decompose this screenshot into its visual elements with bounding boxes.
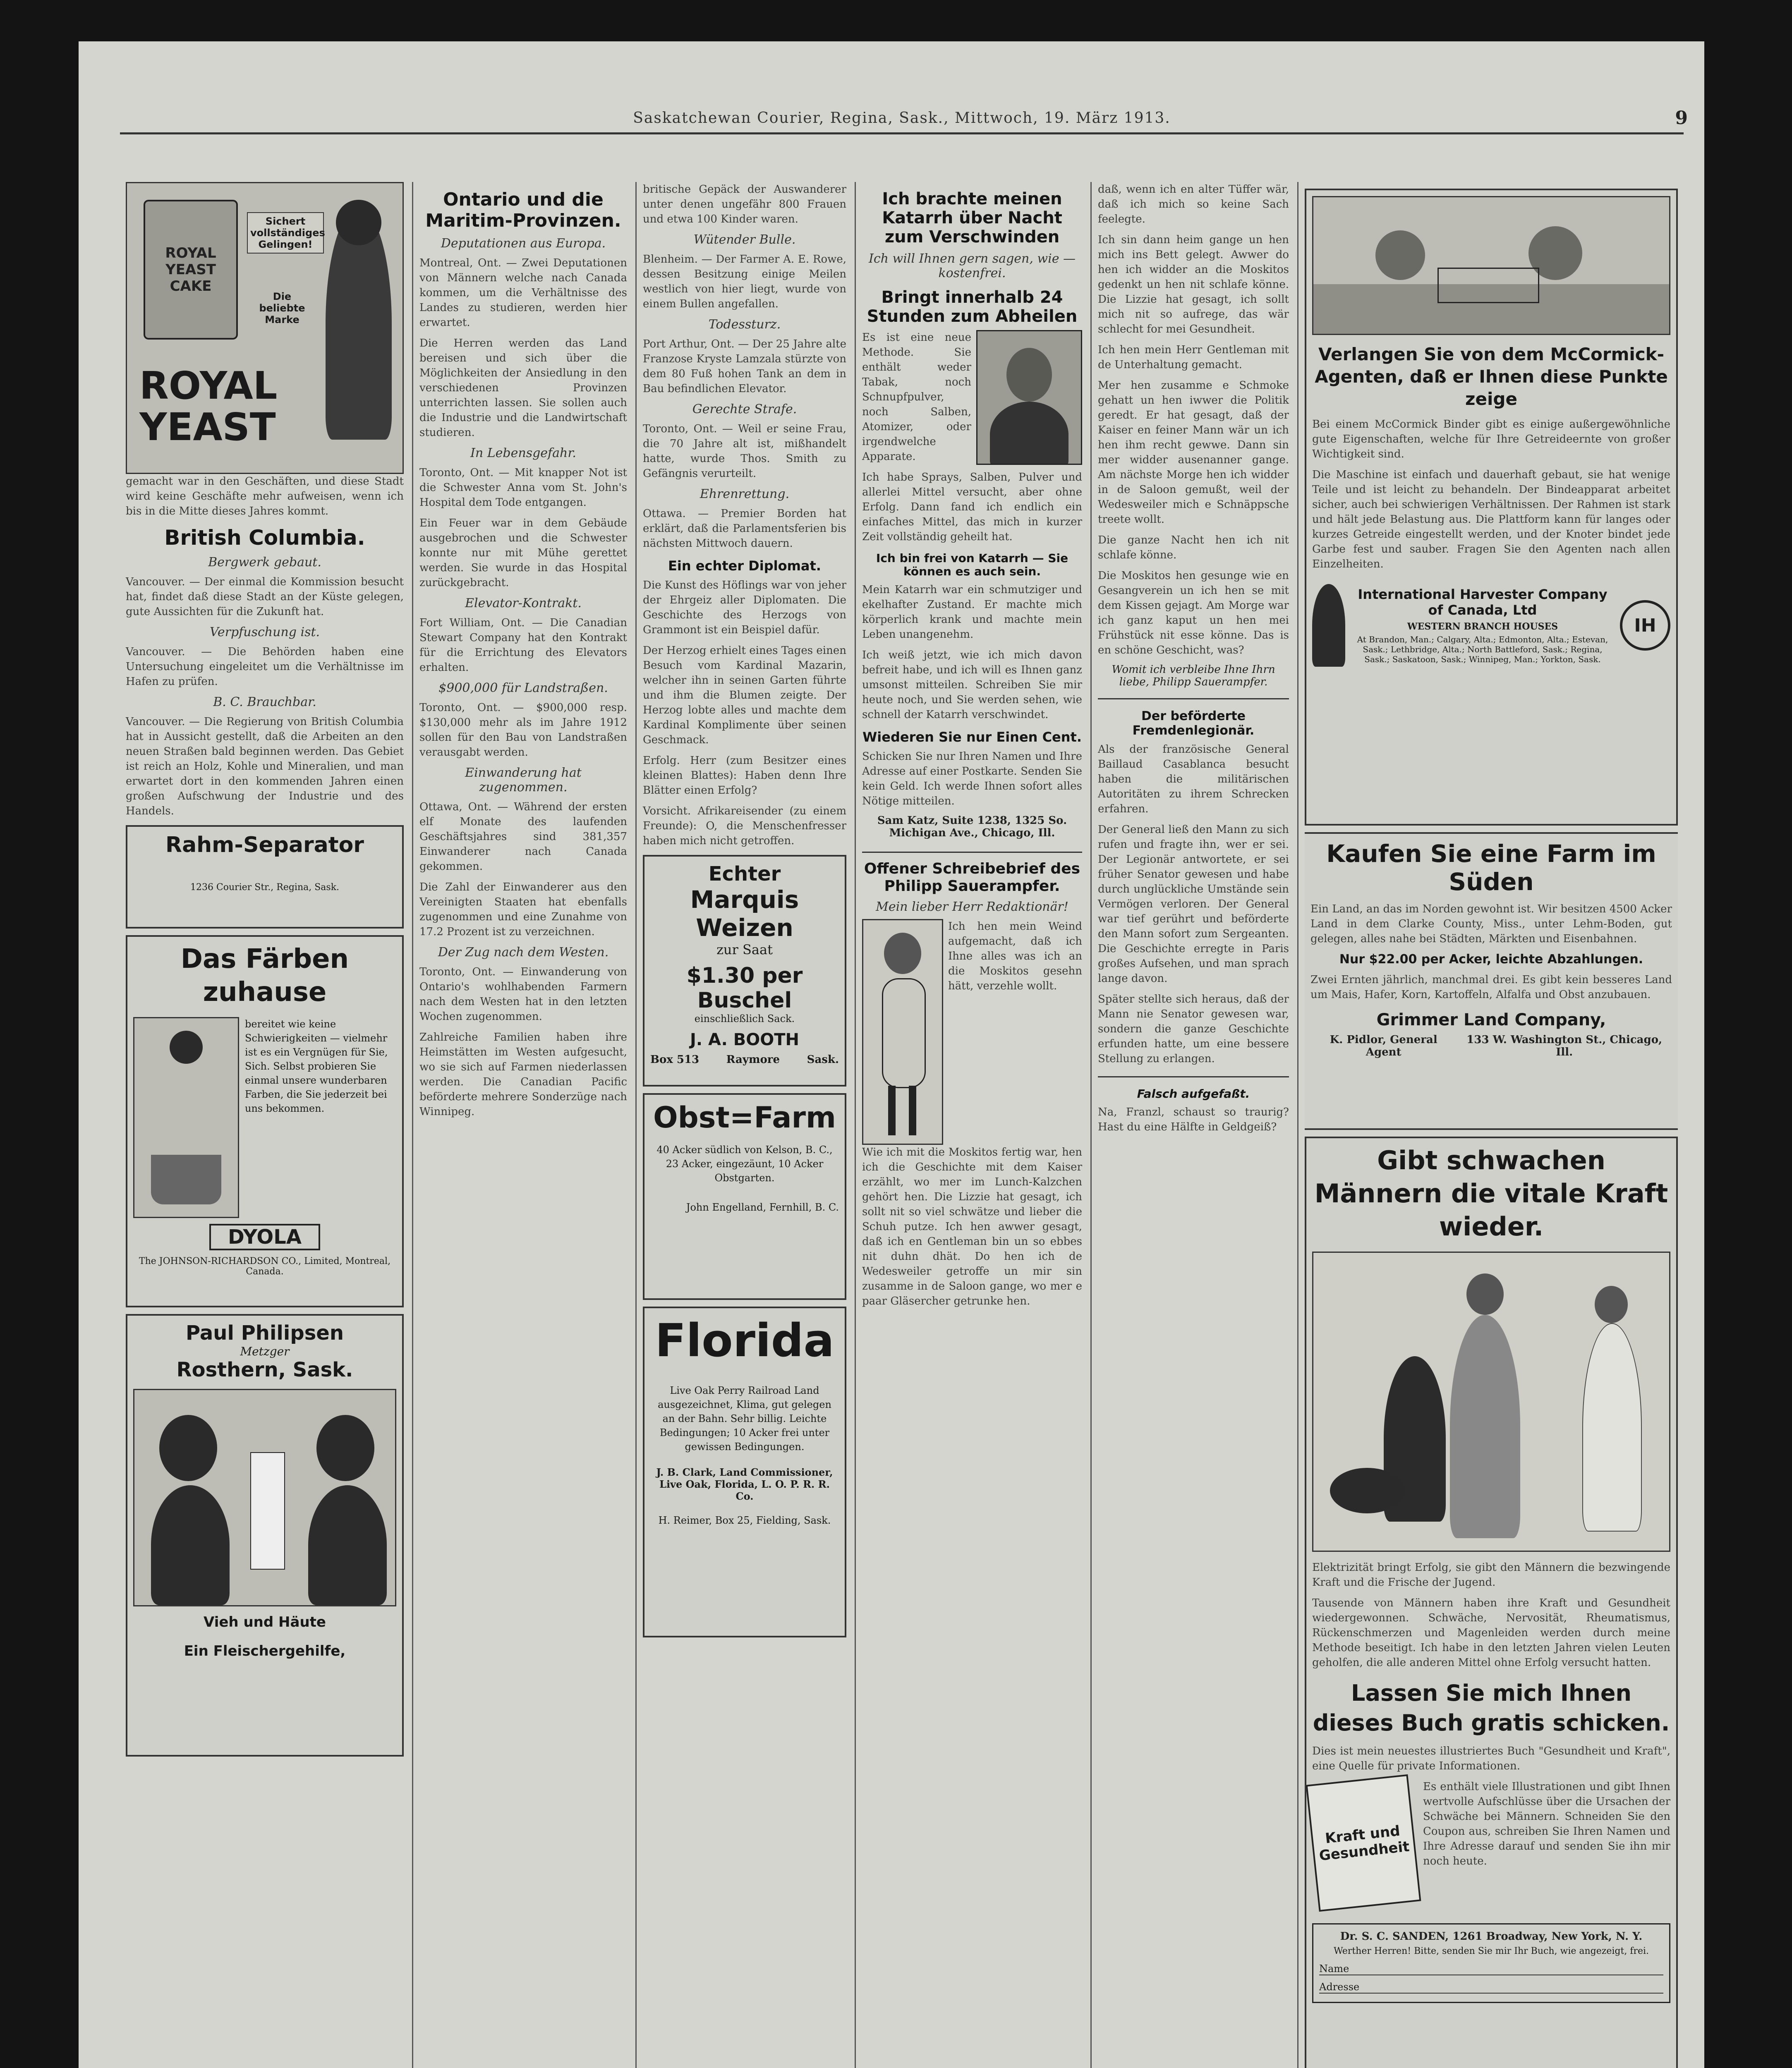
mccormick-filler: Die Maschine ist einfach und dauerhaft gebaut, sie hat wenige Teile und ist leicht zu behandeln. Der Bindeapparat arbeitet sicher, auch bei schwierigen Verhältnissen. Der Rahmen ist stark und hält jede Belastung aus. Die Plattform kann für langes oder kurzes Getreide eingestellt werden, und der Knoter bindet jede Garbe fest und sauber. Fragen Sie den Agenten nach allen Einzelheiten. xyxy=(1312,469,1670,570)
bc-paragraph: Vancouver. — Der einmal die Kommission besucht hat, findet daß diese Stadt an der Küste gelegen, gute Aussichten für die Zukunft hat. xyxy=(126,575,404,618)
page-header: Saskatchewan Courier, Regina, Sask., Mittwoch, 19. März 1913. xyxy=(120,103,1684,134)
grimmer-agent: K. Pidlor, General Agent xyxy=(1330,1034,1437,1058)
ontario-sub-2: In Lebensgefahr. xyxy=(470,446,576,461)
obst-title: Obst=Farm xyxy=(653,1100,836,1135)
ontario-paragraph-4: Toronto, Ont. — $900,000 resp. $130,000 mehr als im Jahre 1912 sollen für den Bau von Landstraßen verausgabt werden. xyxy=(419,701,627,759)
ontario-paragraph-5: Ottawa, Ont. — Während der ersten elf Monate des laufenden Geschäftsjahres sind 381,357 Einwanderer nach Canada gekommen. xyxy=(419,801,627,873)
buch-heading: Lassen Sie mich Ihnen dieses Buch gratis schicken. xyxy=(1313,1680,1670,1736)
philipsen-line2: Ein Fleischergehilfe, xyxy=(184,1642,346,1659)
column-5 xyxy=(1092,182,1295,2068)
column-6 xyxy=(1299,182,1684,2068)
ontario-heading: Ontario und die Maritim-Provinzen. xyxy=(425,189,621,231)
katarrh-contact: Sam Katz, Suite 1238, 1325 So. Michigan Ave., Chicago, Ill. xyxy=(877,814,1067,840)
buch-filler: Es enthält viele Illustrationen und gibt Ihnen wertvolle Aufschlüsse über die Ursachen der Schwäche bei Männern. Schneiden Sie den Coupon aus, schreiben Sie Ihren Namen und Ihre Adresse darauf und senden Sie ihn mir noch heute. xyxy=(1423,1781,1670,1867)
farben-title: Das Färben zuhause xyxy=(180,943,349,1008)
marquis-town: Raymore xyxy=(726,1053,780,1066)
ihc-logo-icon: IH xyxy=(1620,600,1670,651)
col5-paragraph-3: Die ganze Nacht hen ich nit schlafe könne. xyxy=(1098,534,1289,561)
obst-farm-ad xyxy=(643,1093,846,1300)
col5-paragraph-2: Ich hen mein Herr Gentleman mit de Unterhaltung gemacht. xyxy=(1098,344,1289,371)
rahm-separator-ad xyxy=(126,825,404,929)
newspaper-page xyxy=(79,41,1704,2068)
woman-head-image xyxy=(336,200,381,245)
yeast-can-image: ROYAL YEAST CAKE xyxy=(144,200,238,340)
brief-body: Ich hen mein Weind aufgemacht, daß ich Ihne alles was ich an die Moskitos gesehn hätt, verzehle wollt. xyxy=(948,920,1082,992)
diplomat-heading: Ein echter Diplomat. xyxy=(668,558,821,574)
royal-yeast-ad xyxy=(126,182,404,474)
column-2 xyxy=(414,182,633,2068)
coupon-address-field[interactable]: Adresse xyxy=(1319,1978,1663,1994)
brief-heading: Offener Schreibebrief des Philipp Sauerampfer. xyxy=(864,860,1080,895)
ontario-sub-3: Elevator-Kontrakt. xyxy=(465,596,582,611)
joke-heading: Falsch aufgefaßt. xyxy=(1137,1087,1250,1101)
florida-title: Florida xyxy=(655,1314,834,1367)
marquis-note: einschließlich Sack. xyxy=(694,1012,795,1024)
dyola-logo: DYOLA xyxy=(209,1224,320,1250)
column-rule xyxy=(1297,182,1298,2068)
fremdenlegion-filler: Der General ließ den Mann zu sich rufen und fragte ihn, wer er sei. Der Legionär antwortete, er sei früher Senator gewesen und habe durch unglückliche Umstände sein Vermögen verloren. Der General war tief gerührt und beförderte den Mann sofort zum Sergeanten. Die Geschichte erregte in Paris großes Aufsehen, und man sprach lange davon. xyxy=(1098,823,1289,985)
mccormick-body: Bei einem McCormick Binder gibt es einige außergewöhnliche gute Eigenschaften, welche für Ihre Getreideernte von großer Wichtigkeit sind. xyxy=(1312,418,1670,460)
coupon-name-field[interactable]: Name xyxy=(1319,1960,1663,1975)
man-portrait-image xyxy=(976,330,1082,465)
royal-yeast-title: ROYAL YEAST xyxy=(139,364,278,449)
coupon-title: Dr. S. C. SANDEN, 1261 Broadway, New York, N. Y. xyxy=(1340,1930,1643,1943)
florida-body: Live Oak Perry Railroad Land ausgezeichnet, Klima, gut gelegen an der Bahn. Sehr billig. Leichte Bedingungen; 10 Acker frei unter gewissen Bedingungen. xyxy=(658,1384,831,1453)
col3-paragraph-4: Ottawa. — Premier Borden hat erklärt, daß die Parlamentsferien bis nächsten Mittwoch dauern. xyxy=(643,507,846,550)
philipsen-name: Paul Philipsen xyxy=(186,1321,344,1345)
katarrh-filler: Ich habe Sprays, Salben, Pulver und allerlei Mittel versucht, aber ohne Erfolg. Dann fand ich endlich ein einfaches Mittel, das mich in kurzer Zeit vollständig geheilt hat. xyxy=(862,471,1082,543)
marquis-line1: Echter xyxy=(708,862,781,886)
fremdenlegion-filler-2: Später stellte sich heraus, daß der Mann nie Senator gewesen war, sondern die ganze Geschichte erfunden hatte, um eine bessere Stellung zu erlangen. xyxy=(1098,993,1289,1065)
col3-paragraph-1: Blenheim. — Der Farmer A. E. Rowe, dessen Besitzung einige Meilen westlich von hier liegt, wurde von einem Bullen angefallen. xyxy=(643,253,846,310)
ontario-sub-4: $900,000 für Landstraßen. xyxy=(438,681,608,696)
sanden-body: Elektrizität bringt Erfolg, sie gibt den Männern die bezwingende Kraft und die Frische der Jugend. xyxy=(1312,1561,1670,1589)
katarrh-filler-2: Ich weiß jetzt, wie ich mich davon befreit habe, und ich will es Ihnen ganz umsonst mitteilen. Schreiben Sie mir heute noch, und Sie werden sehen, wie schnell der Katarrh verschwindet. xyxy=(862,649,1082,721)
mccormick-heading: Verlangen Sie von dem McCormick-Agenten, daß er Ihnen diese Punkte zeige xyxy=(1315,344,1668,409)
column-rule xyxy=(635,182,637,2068)
philipsen-line1: Vieh und Häute xyxy=(204,1613,326,1630)
katarrh-body-3: Mein Katarrh war ein schmutziger und ekelhafter Zustand. Er machte mich körperlich krank und machte mein Leben unangenehm. xyxy=(862,584,1082,641)
marquis-weizen-ad xyxy=(643,855,846,1087)
ontario-sub-6: Der Zug nach dem Westen. xyxy=(438,945,609,960)
ihc-cities: At Brandon, Man.; Calgary, Alta.; Edmonton, Alta.; Estevan, Sask.; Lethbridge, Alta.; North Battleford, Sask.; Regina, Sask.; Saskatoon, Sask.; Winnipeg, Man.; Yorkton, Sask. xyxy=(1357,634,1608,664)
katarrh-cta: Wiederen Sie nur Einen Cent. xyxy=(862,729,1082,745)
bc-subheading-3: B. C. Brauchbar. xyxy=(213,694,316,709)
ontario-filler-1: Die Herren werden das Land bereisen und sich über die Möglichkeiten der Ansiedlung in den verschiedenen Provinzen unterrichten lassen. Sie sollen auch die Industrie und die Landwirtschaft studieren. xyxy=(419,337,627,439)
yeast-badge-2: Die beliebte Marke xyxy=(259,291,305,326)
ontario-filler-2: Ein Feuer war in dem Gebäude ausgebrochen und die Schwester konnte nur mit Mühe gerettet werden. Sie wurde in das Hospital zurückgebracht. xyxy=(419,517,627,589)
ontario-paragraph-3: Fort William, Ont. — Die Canadian Stewart Company hat den Kontrakt für die Errichtung des Elevators erhalten. xyxy=(419,617,627,674)
farm-body: Ein Land, an das im Norden gewohnt ist. Wir besitzen 4500 Acker Land in dem Clarke County, Miss., unter Lehm-Boden, gut gelegen, alles nahe bei Städten, Märkten und Eisenbahnen. xyxy=(1310,903,1672,945)
sauerampfer-cartoon-image xyxy=(862,919,943,1145)
katarrh-sub: Ich will Ihnen gern sagen, wie — kostenfrei. xyxy=(869,251,1076,280)
marquis-price: $1.30 per Buschel xyxy=(686,963,803,1013)
ontario-paragraph-1: Montreal, Ont. — Zwei Deputationen von Männern welche nach Canada kommen, um die Verhältnisse des Landes zu studieren, werden hier erwartet. xyxy=(419,257,627,329)
bc-heading: British Columbia. xyxy=(164,526,365,550)
brief-filler: Wie ich mit die Moskitos fertig war, hen ich die Geschichte mit dem Kaiser erzählt, wo mer im Lunch-Kalzchen gehört hen. Die Lizzie hat gesagt, ich sollt nit so viel schwätze und lieber die Schuh putze. Ich hen awwer gesagt, daß ich en Gentleman bin un so ebbes nit duhn dhät. Do hen ich de Wedesweiler getroffe un mir sin zusamme in de Saloon gange, wo mer e paar Gläsercher getrunke hen. xyxy=(862,1146,1082,1307)
farm-heading: Kaufen Sie eine Farm im Süden xyxy=(1326,840,1656,896)
ontario-filler-3: Die Zahl der Einwanderer aus den Vereinigten Staaten hat ebenfalls zugenommen und eine Zunahme von 17.2 Prozent ist zu verzeichnen. xyxy=(419,881,627,938)
sanden-ad xyxy=(1305,1137,1678,2068)
katarrh-heading: Ich brachte meinen Katarrh über Nacht zum Verschwinden xyxy=(882,189,1062,247)
diplomat-filler: Der Herzog erhielt eines Tages einen Besuch vom Kardinal Mazarin, welcher ihn in seinen Garten führte und ihm die Blumen zeigte. Der Herzog lobte alles und machte dem Kardinal Komplimente über seinen Geschmack. xyxy=(643,644,846,746)
fremdenlegion-body: Als der französische General Baillaud Casablanca besucht haben die militärischen Autoritäten zu ihrem Schrecken erfahren. xyxy=(1098,743,1289,815)
marquis-line3: zur Saat xyxy=(716,941,773,957)
column-4 xyxy=(856,182,1088,2068)
marquis-box: Box 513 xyxy=(650,1053,700,1066)
katarrh-body: Es ist eine neue Methode. Sie enthält weder Tabak, noch Schnupfpulver, noch Salben, Atomizer, oder irgendwelche Apparate. xyxy=(862,331,971,463)
col3-sub-1: Wütender Bulle. xyxy=(693,232,796,247)
philipsen-illustration xyxy=(133,1389,396,1606)
joke-body: Na, Franzl, schaust so traurig? Hast du eine Hälfte in Geldgeiß? xyxy=(1098,1106,1289,1134)
katarrh-filler-3: Schicken Sie nur Ihren Namen und Ihre Adresse auf einer Postkarte. Senden Sie kein Geld. Ich werde Ihnen sofort alles Nötige mitteilen. xyxy=(862,750,1082,808)
philipsen-trade: Metzger xyxy=(240,1344,290,1358)
column-rule xyxy=(855,182,856,2068)
buch-body: Dies ist mein neuestes illustriertes Buch "Gesundheit und Kraft", eine Quelle für private Informationen. xyxy=(1312,1745,1670,1772)
col3-sub-4: Ehrenrettung. xyxy=(700,487,790,501)
col5-filler-1: Ich sin dann heim gange un hen mich ins Bett gelegt. Awwer do hen ich widder an die Moskitos gedenkt un hen nit schlafe könne. Die Lizzie hat gesagt, ich sollt mich nit so aufrege, das wär schlecht for mei Gesundheit. xyxy=(1098,234,1289,335)
fremdenlegion-heading: Der beförderte Fremdenlegionär. xyxy=(1132,709,1255,738)
bc-paragraph-3: Vancouver. — Die Regierung von British Columbia hat in Aussicht gestellt, daß die Arbeiten an den neuen Straßen bald beginnen werden. Das Gebiet ist reich an Holz, Kohle und Mineralien, und man erwartet dort in den kommenden Jahren einen großen Aufschwung der Industrie und des Handels. xyxy=(126,715,404,817)
sanden-heading: Gibt schwachen Männern die vitale Kraft wieder. xyxy=(1314,1145,1668,1242)
philipsen-place: Rosthern, Sask. xyxy=(176,1358,353,1381)
farben-company: The JOHNSON-RICHARDSON CO., Limited, Montreal, Canada. xyxy=(139,1256,391,1277)
col3-paragraph-5: Erfolg. Herr (zum Besitzer eines kleinen Blattes): Haben denn Ihre Blätter einen Erfolg? xyxy=(643,754,846,797)
farm-price: Nur $22.00 per Acker, leichte Abzahlungen. xyxy=(1339,952,1643,967)
col3-sub-2: Todessturz. xyxy=(708,317,781,332)
mccormick-ad xyxy=(1305,189,1678,826)
ontario-sub-1: Deputationen aus Europa. xyxy=(441,236,606,251)
column-rule xyxy=(1090,182,1092,2068)
brief-sub: Mein lieber Herr Redaktionär! xyxy=(876,899,1068,914)
rahm-title: Rahm-Separator xyxy=(165,832,364,857)
coupon[interactable] xyxy=(1312,1923,1670,2003)
grimmer-name: Grimmer Land Company, xyxy=(1376,1010,1606,1029)
ontario-sub-5: Einwanderung hat zugenommen. xyxy=(465,766,582,795)
column-1 xyxy=(120,182,410,2068)
florida-ad xyxy=(643,1307,846,1637)
col3-sub-3: Gerechte Strafe. xyxy=(692,402,797,416)
obst-seller: John Engelland, Fernhill, B. C. xyxy=(686,1201,839,1213)
farben-ad xyxy=(126,935,404,1307)
grimmer-address: 133 W. Washington St., Chicago, Ill. xyxy=(1466,1034,1663,1058)
book-image: Kraft und Gesundheit xyxy=(1306,1774,1421,1912)
katarrh-body-2: Ich bin frei von Katarrh — Sie können es auch sein. xyxy=(876,551,1068,579)
ihc-name: International Harvester Company of Canada, Ltd xyxy=(1358,586,1608,618)
rahm-address: 1236 Courier Str., Regina, Sask. xyxy=(190,882,340,893)
katarrh-heading-2: Bringt innerhalb 24 Stunden zum Abheilen xyxy=(867,288,1078,326)
col5-filler-2: Mer hen zusamme e Schmoke gehatt un hen iwwer die Politik geredt. Er hat gesagt, daß der Kaiser en feiner Mann wär un ich hen ihm recht gewwe. Dann sin mer widder ausenanner gange. Am nächste Morge hen ich widder in de Saloon gemußt, weil der Wedesweiler mich e Schnäppsche treete wollt. xyxy=(1098,379,1289,526)
col5-filler-3: Die Moskitos hen gesunge wie en Gesangverein un ich hen se mit dem Kissen gejagt. Am Morge war ich ganz kaput un hen mei Frühstück nit esse könne. Das is en schöne Geschicht, was? xyxy=(1098,570,1289,656)
brief-signoff: Womit ich verbleibe Ihne Ihrn liebe, Philipp Sauerampfer. xyxy=(1112,663,1275,688)
col3-paragraph-2: Port Arthur, Ont. — Der 25 Jahre alte Franzose Kryste Lamzala stürzte von dem 80 Fuß hohen Tank an dem in Bau befindlichen Elevator. xyxy=(643,338,846,395)
bc-subheading: Bergwerk gebaut. xyxy=(208,555,321,570)
col3-paragraph-6: Vorsicht. Afrikareisender (zu einem Freunde): O, die Menschenfresser haben mich nicht getroffen. xyxy=(643,804,846,847)
marquis-prov: Sask. xyxy=(807,1053,839,1066)
col3-paragraph-3: Toronto, Ont. — Weil er seine Frau, die 70 Jahre alt ist, mißhandelt hatte, wurde Thos. Smith zu Gefängnis verurteilt. xyxy=(643,423,846,480)
column-rule xyxy=(412,182,413,2068)
marquis-seller: J. A. BOOTH xyxy=(690,1030,800,1049)
sanden-filler: Tausende von Männern haben ihre Kraft und Gesundheit wiedergewonnen. Schwäche, Nervosität, Rheumatismus, Rückenschmerzen und Magenleiden werden durch meine Methode beseitigt. Ich habe in den letzten Jahren vielen Leuten geholfen, die alle anderen Mittel ohne Erfolg versucht hatten. xyxy=(1312,1597,1670,1669)
bc-subheading-2: Verpfuschung ist. xyxy=(209,625,320,639)
ontario-filler-4: Zahlreiche Familien haben ihre Heimstätten im Westen aufgesucht, wo sie sich auf Farmen niederlassen werden. Die Canadian Pacific beförderte mehrere Sonderzüge nach Winnipeg. xyxy=(419,1031,627,1118)
florida-agent: H. Reimer, Box 25, Fielding, Sask. xyxy=(658,1514,831,1526)
florida-contact: J. B. Clark, Land Commissioner, Live Oak, Florida, L. O. P. R. R. Co. xyxy=(656,1466,833,1502)
col3-paragraph-0: britische Gepäck der Auswanderer unter denen ungefähr 800 Frauen und etwa 100 Kinder waren. xyxy=(643,183,846,225)
harvest-field-image xyxy=(1312,196,1670,335)
farm-body-2: Zwei Ernten jährlich, manchmal drei. Es gibt kein besseres Land um Mais, Hafer, Korn, Kartoffeln, Alfalfa und Obst anzubauen. xyxy=(1310,974,1672,1001)
bc-paragraph-2: Vancouver. — Die Behörden haben eine Untersuchung eingeleitet um die Verhältnisse im Hafen zu prüfen. xyxy=(126,645,404,688)
page-number: 9 xyxy=(1675,108,1688,129)
farben-body: bereitet wie keine Schwierigkeiten — vielmehr ist es ein Vergnügen für Sie, Sich. Selbst probieren Sie einmal unsere wunderbaren Farben, die Sie jederzeit bei uns bekommen. xyxy=(245,1018,388,1114)
ihc-branches: WESTERN BRANCH HOUSES xyxy=(1407,621,1558,632)
column-3 xyxy=(637,182,852,2068)
philipsen-ad xyxy=(126,1314,404,1757)
obst-body: 40 Acker südlich von Kelson, B. C., 23 Acker, eingezäunt, 10 Acker Obstgarten. xyxy=(656,1144,833,1184)
sanden-illustration xyxy=(1312,1252,1670,1552)
text-fragment: gemacht war in den Geschäften, und diese Stadt wird keine Geschäfte mehr aufweisen, wenn ich bis in die Mitte dieses Jahres kommt. xyxy=(126,475,404,517)
diplomat-body: Die Kunst des Höflings war von jeher der Ehrgeiz aller Diplomaten. Die Geschichte des Herzogs von Grammont ist ein Beispiel dafür. xyxy=(643,579,846,636)
col5-paragraph-1: daß, wenn ich en alter Tüffer wär, daß ich mich so keine Sach feelegte. xyxy=(1098,183,1289,225)
harvester-man-image xyxy=(1312,584,1345,667)
south-farm-ad xyxy=(1305,832,1678,1130)
ontario-paragraph-2: Toronto, Ont. — Mit knapper Not ist die Schwester Anna vom St. John's Hospital dem Tode entgangen. xyxy=(419,467,627,509)
ontario-paragraph-6: Toronto, Ont. — Einwanderung von Ontario's wohlhabenden Farmern nach dem Westen hat in den letzten Wochen zugenommen. xyxy=(419,966,627,1023)
coupon-sub: Werther Herren! Bitte, senden Sie mir Ihr Buch, wie angezeigt, frei. xyxy=(1333,1946,1649,1956)
yeast-badge: Sichert vollständiges Gelingen! xyxy=(247,212,324,254)
woman-dyeing-image xyxy=(133,1017,239,1218)
marquis-line2: Marquis Weizen xyxy=(690,885,799,942)
